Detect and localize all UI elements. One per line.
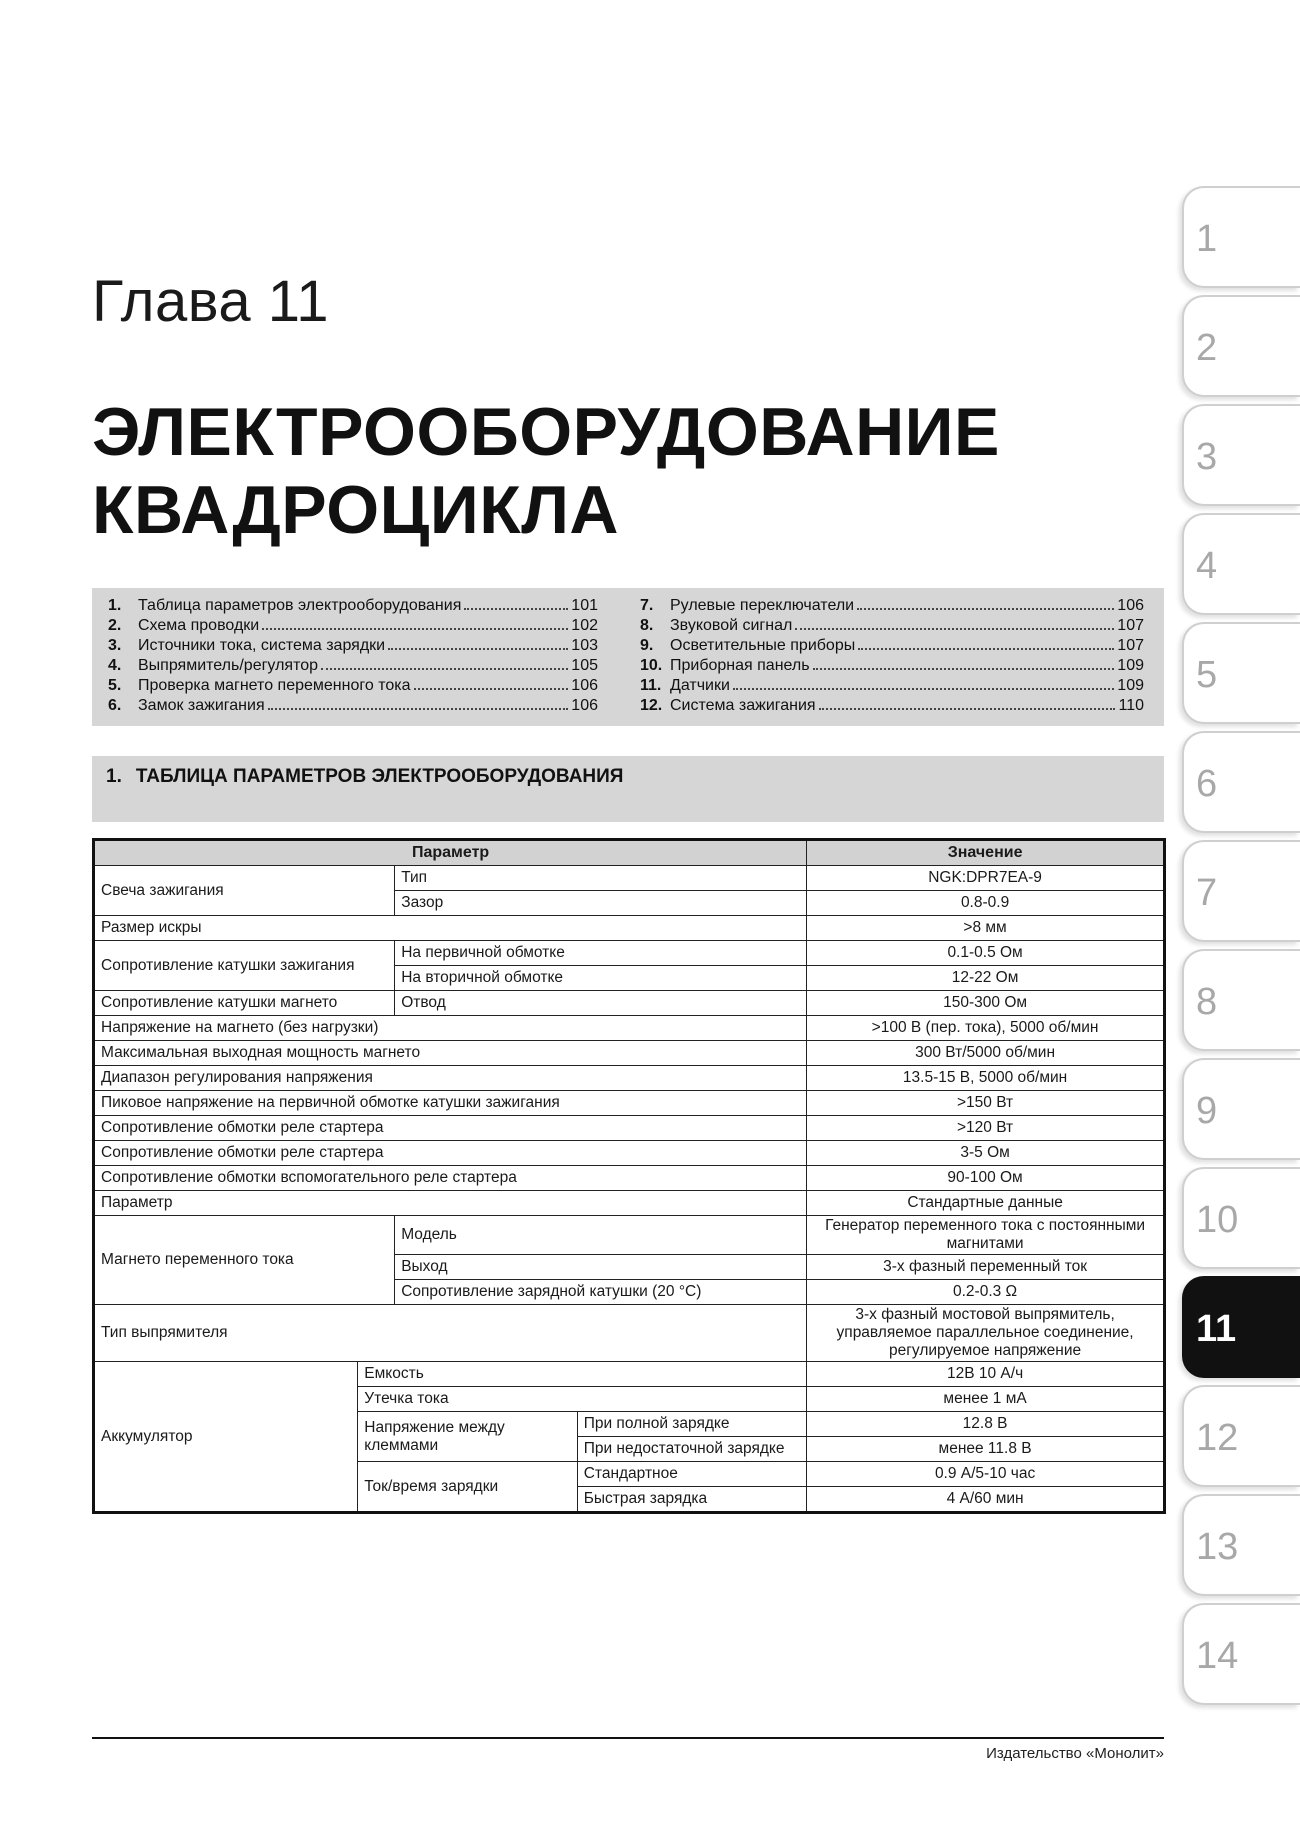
chapter-tab-6[interactable]: 6 xyxy=(1182,731,1300,833)
table-row xyxy=(94,991,1165,1016)
toc-page: 107 xyxy=(1117,617,1144,634)
cell-value: >150 Вт xyxy=(807,1091,1165,1116)
cell: Сопротивление зарядной катушки (20 °С) xyxy=(395,1280,807,1305)
toc-right-column xyxy=(628,596,1148,718)
toc-text: Приборная панель xyxy=(670,657,810,674)
cell: Аккумулятор xyxy=(94,1362,358,1513)
toc-num: 11. xyxy=(640,677,662,694)
toc-leader xyxy=(262,628,568,630)
cell: При недостаточной зарядке xyxy=(577,1437,806,1462)
chapter-tabs xyxy=(1182,186,1300,1712)
cell: Магнето переменного тока xyxy=(94,1216,395,1305)
toc-leader xyxy=(819,708,1116,710)
cell: Сопротивление обмотки реле стартера xyxy=(94,1141,807,1166)
toc-text: Таблица параметров электрооборудования xyxy=(138,597,462,614)
cell: Стандартное xyxy=(577,1462,806,1487)
toc-item[interactable] xyxy=(640,616,1144,636)
toc-text: Схема проводки xyxy=(138,617,260,634)
cell: Размер искры xyxy=(94,916,807,941)
cell: Выход xyxy=(395,1255,807,1280)
cell: Утечка тока xyxy=(358,1387,807,1412)
chapter-tab-10[interactable]: 10 xyxy=(1182,1167,1300,1269)
toc-leader xyxy=(857,608,1114,610)
toc-page: 105 xyxy=(571,657,598,674)
section-title: ТАБЛИЦА ПАРАМЕТРОВ ЭЛЕКТРООБОРУДОВАНИЯ xyxy=(135,766,624,787)
toc-num: 3. xyxy=(108,637,122,654)
cell-value: 0.1-0.5 Ом xyxy=(807,941,1165,966)
cell: Параметр xyxy=(94,1191,807,1216)
chapter-tab-4[interactable]: 4 xyxy=(1182,513,1300,615)
cell-value: >120 Вт xyxy=(807,1116,1165,1141)
toc-num: 6. xyxy=(108,697,122,714)
cell: Отвод xyxy=(395,991,807,1016)
cell: На вторичной обмотке xyxy=(395,966,807,991)
chapter-tab-11-active[interactable]: 11 xyxy=(1182,1276,1300,1378)
chapter-tab-12[interactable]: 12 xyxy=(1182,1385,1300,1487)
cell-value: 3-х фазный переменный ток xyxy=(807,1255,1165,1280)
chapter-tab-8[interactable]: 8 xyxy=(1182,949,1300,1051)
cell-value: 3-5 Ом xyxy=(807,1141,1165,1166)
toc-num: 4. xyxy=(108,657,122,674)
toc-leader xyxy=(388,648,568,650)
toc-text: Проверка магнето переменного тока xyxy=(138,677,411,694)
footer-divider xyxy=(92,1737,1164,1739)
cell-value: 300 Вт/5000 об/мин xyxy=(807,1041,1165,1066)
toc-leader xyxy=(268,708,569,710)
chapter-tab-9[interactable]: 9 xyxy=(1182,1058,1300,1160)
toc-leader xyxy=(733,688,1114,690)
toc-page: 109 xyxy=(1117,657,1144,674)
table-row xyxy=(94,1305,1165,1362)
toc-item[interactable] xyxy=(108,676,598,696)
toc-left-column xyxy=(108,596,628,718)
chapter-tab-13[interactable]: 13 xyxy=(1182,1494,1300,1596)
toc-leader xyxy=(813,668,1115,670)
cell-value: Стандартные данные xyxy=(807,1191,1165,1216)
cell: Модель xyxy=(395,1216,807,1255)
cell-value: 0.2-0.3 Ω xyxy=(807,1280,1165,1305)
toc-num: 8. xyxy=(640,617,654,634)
chapter-tab-1[interactable]: 1 xyxy=(1182,186,1300,288)
toc-leader xyxy=(795,628,1114,630)
table-row xyxy=(94,1016,1165,1041)
cell-value: >100 В (пер. тока), 5000 об/мин xyxy=(807,1016,1165,1041)
cell: Сопротивление обмотки реле стартера xyxy=(94,1116,807,1141)
toc-num: 12. xyxy=(640,697,663,714)
table-row xyxy=(94,1041,1165,1066)
cell-value: 150-300 Ом xyxy=(807,991,1165,1016)
table-row xyxy=(94,1066,1165,1091)
toc-page: 106 xyxy=(571,677,598,694)
toc-item[interactable] xyxy=(640,656,1144,676)
cell: Диапазон регулирования напряжения xyxy=(94,1066,807,1091)
toc-text: Выпрямитель/регулятор xyxy=(138,657,319,674)
table-row xyxy=(94,1116,1165,1141)
toc-item[interactable] xyxy=(108,656,598,676)
cell: Емкость xyxy=(358,1362,807,1387)
cell-value: менее 1 мА xyxy=(807,1387,1165,1412)
toc-num: 9. xyxy=(640,637,654,654)
chapter-title-line2: КВАДРОЦИКЛА xyxy=(92,472,620,548)
toc-page: 110 xyxy=(1118,697,1144,714)
toc-leader xyxy=(464,608,568,610)
toc-item[interactable] xyxy=(108,636,598,656)
toc-leader xyxy=(858,648,1114,650)
cell: Зазор xyxy=(395,891,807,916)
chapter-title-line1: ЭЛЕКТРООБОРУДОВАНИЕ xyxy=(92,394,1000,470)
toc-num: 1. xyxy=(108,597,122,614)
table-row xyxy=(94,1216,1165,1255)
toc-item[interactable] xyxy=(640,696,1144,716)
toc-leader xyxy=(414,688,569,690)
cell-value: >8 мм xyxy=(807,916,1165,941)
toc-text: Система зажигания xyxy=(670,697,816,714)
cell-value: 12-22 Ом xyxy=(807,966,1165,991)
section-number: 1. xyxy=(106,766,122,787)
toc-num: 5. xyxy=(108,677,122,694)
cell: На первичной обмотке xyxy=(395,941,807,966)
cell: Ток/время зарядки xyxy=(358,1462,577,1513)
cell-value: 13.5-15 В, 5000 об/мин xyxy=(807,1066,1165,1091)
toc-page: 107 xyxy=(1117,637,1144,654)
section-heading xyxy=(92,756,1164,822)
header-parameter: Параметр xyxy=(94,840,807,866)
chapter-tab-2[interactable]: 2 xyxy=(1182,295,1300,397)
toc-page: 103 xyxy=(571,637,598,654)
cell-value: Генератор переменного тока с постоянными магнитами xyxy=(807,1216,1165,1255)
table-row xyxy=(94,866,1165,891)
toc-item[interactable] xyxy=(108,696,598,716)
cell: Напряжение между клеммами xyxy=(358,1412,577,1462)
toc-num: 10. xyxy=(640,657,663,674)
toc-text: Рулевые переключатели xyxy=(670,597,855,614)
table-row xyxy=(94,1091,1165,1116)
toc-num: 2. xyxy=(108,617,122,634)
cell-value: 12.8 В xyxy=(807,1412,1165,1437)
toc-text: Звуковой сигнал xyxy=(670,617,793,634)
toc-item[interactable] xyxy=(108,596,598,616)
parameters-table xyxy=(92,838,1166,1514)
toc-leader xyxy=(321,668,568,670)
cell-value: менее 11.8 В xyxy=(807,1437,1165,1462)
cell: Сопротивление катушки зажигания xyxy=(94,941,395,991)
toc-page: 106 xyxy=(1117,597,1144,614)
chapter-title xyxy=(92,394,1000,554)
chapter-tab-7[interactable]: 7 xyxy=(1182,840,1300,942)
cell: Тип выпрямителя xyxy=(94,1305,807,1362)
header-value: Значение xyxy=(807,840,1165,866)
cell: При полной зарядке xyxy=(577,1412,806,1437)
toc-page: 109 xyxy=(1117,677,1144,694)
toc-page: 106 xyxy=(571,697,598,714)
toc-text: Датчики xyxy=(670,677,730,694)
toc-text: Осветительные приборы xyxy=(670,637,856,654)
cell: Тип xyxy=(395,866,807,891)
cell-value: 0.9 А/5-10 час xyxy=(807,1462,1165,1487)
table-row xyxy=(94,941,1165,966)
toc-page: 102 xyxy=(571,617,598,634)
cell: Пиковое напряжение на первичной обмотке катушки зажигания xyxy=(94,1091,807,1116)
cell: Сопротивление катушки магнето xyxy=(94,991,395,1016)
cell-value: 0.8-0.9 xyxy=(807,891,1165,916)
cell-value: 3-х фазный мостовой выпрямитель, управляемое параллельное соединение, регулируемое напряжение xyxy=(807,1305,1165,1362)
cell: Быстрая зарядка xyxy=(577,1487,806,1513)
table-of-contents xyxy=(92,588,1164,726)
chapter-label: Глава 11 xyxy=(92,269,329,334)
toc-item[interactable] xyxy=(640,676,1144,696)
publisher-footer: Издательство «Монолит» xyxy=(986,1745,1164,1762)
table-row xyxy=(94,1191,1165,1216)
cell: Сопротивление обмотки вспомогательного реле стартера xyxy=(94,1166,807,1191)
table-row xyxy=(94,1362,1165,1387)
toc-text: Замок зажигания xyxy=(138,697,265,714)
toc-item[interactable] xyxy=(640,636,1144,656)
chapter-tab-14[interactable]: 14 xyxy=(1182,1603,1300,1705)
toc-item[interactable] xyxy=(640,596,1144,616)
cell: Максимальная выходная мощность магнето xyxy=(94,1041,807,1066)
toc-text: Источники тока, система зарядки xyxy=(138,637,386,654)
table-row xyxy=(94,916,1165,941)
chapter-tab-3[interactable]: 3 xyxy=(1182,404,1300,506)
cell-value: 90-100 Ом xyxy=(807,1166,1165,1191)
toc-page: 101 xyxy=(571,597,598,614)
table-header-row xyxy=(94,840,1165,866)
table-row xyxy=(94,1166,1165,1191)
toc-item[interactable] xyxy=(108,616,598,636)
cell: Свеча зажигания xyxy=(94,866,395,916)
cell-value: 4 А/60 мин xyxy=(807,1487,1165,1513)
chapter-tab-5[interactable]: 5 xyxy=(1182,622,1300,724)
toc-num: 7. xyxy=(640,597,654,614)
table-row xyxy=(94,1141,1165,1166)
cell: Напряжение на магнето (без нагрузки) xyxy=(94,1016,807,1041)
cell-value: NGK:DPR7EA-9 xyxy=(807,866,1165,891)
cell-value: 12В 10 А/ч xyxy=(807,1362,1165,1387)
